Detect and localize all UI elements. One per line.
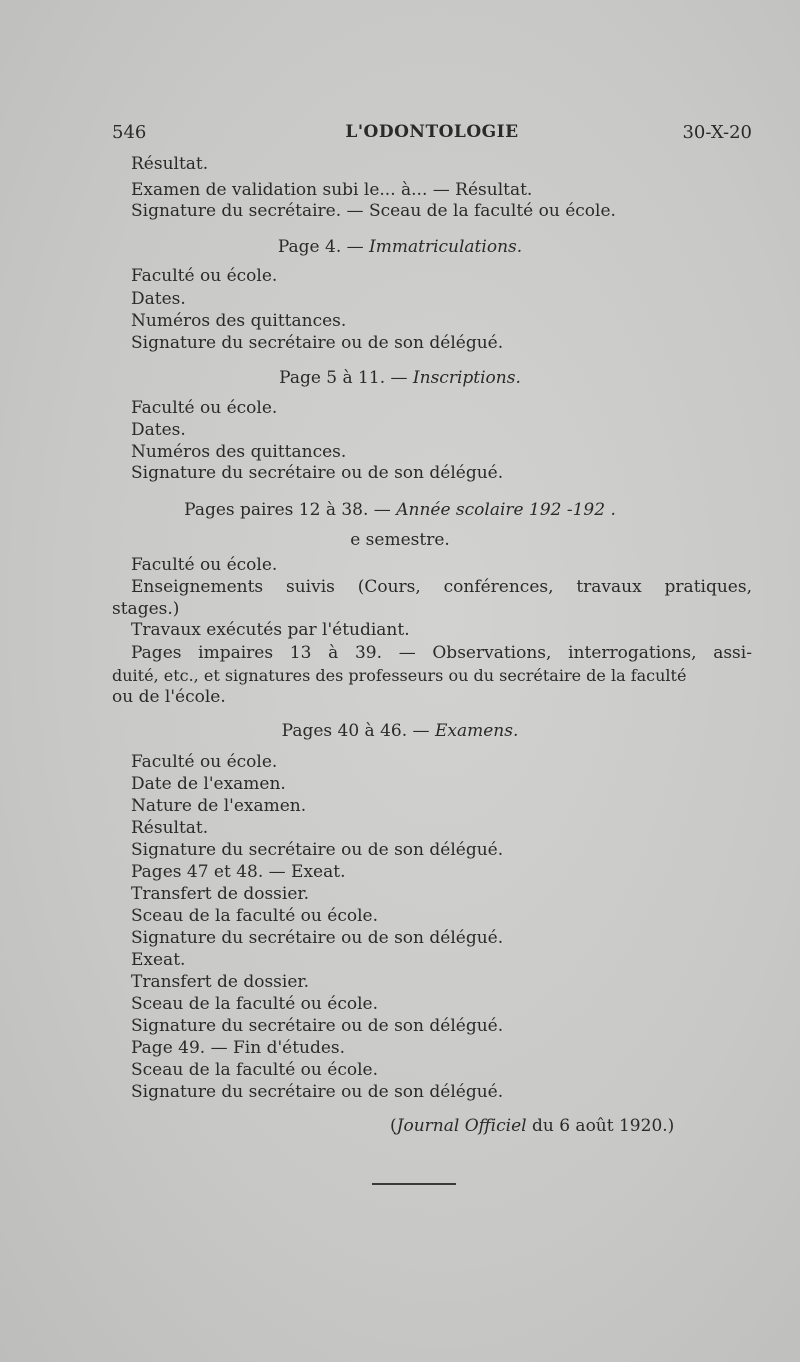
- text-line: Faculté ou école.: [131, 398, 278, 418]
- word: conférences,: [443, 577, 554, 597]
- section-heading: [0, 368, 800, 389]
- text-line: Page 49. — Fin d'études.: [131, 1038, 346, 1058]
- word: (Cours,: [357, 577, 421, 597]
- text-line: Signature du secrétaire ou de son délégué.: [131, 463, 504, 483]
- text-line: Signature du secrétaire ou de son délégué.: [131, 1016, 504, 1036]
- justified-line: [131, 643, 752, 664]
- text-line: Signature du secrétaire ou de son délégué.: [131, 333, 504, 353]
- text-line: Sceau de la faculté ou école.: [131, 906, 378, 926]
- section-heading-prefix: Pages paires 12 à 38. —: [184, 500, 397, 520]
- word: 13: [289, 643, 312, 663]
- section-subheading: e semestre.: [350, 530, 450, 550]
- citation-open: (: [390, 1116, 397, 1136]
- text-line: Résultat.: [131, 818, 209, 838]
- text-line: Faculté ou école.: [131, 555, 278, 575]
- text-line: Faculté ou école.: [131, 752, 278, 772]
- citation-title: Journal Officiel: [396, 1116, 527, 1136]
- text-line: Signature du secrétaire ou de son délégué.: [131, 840, 504, 860]
- text-line: Examen de validation subi le... à... — Résultat.: [131, 180, 533, 200]
- text-line: Transfert de dossier.: [131, 884, 310, 904]
- text-line: Signature du secrétaire. — Sceau de la faculté ou école.: [131, 201, 616, 221]
- issue-date: 30-X-20: [682, 122, 752, 143]
- section-heading-prefix: Page 4. —: [277, 237, 370, 257]
- word: assi-: [713, 643, 752, 663]
- section-heading-title: Immatriculations.: [369, 237, 523, 257]
- text-line: Pages 47 et 48. — Exeat.: [131, 862, 346, 882]
- text-line: Signature du secrétaire ou de son délégué.: [131, 928, 504, 948]
- text-line: Faculté ou école.: [131, 266, 278, 286]
- word: interrogations,: [568, 643, 697, 663]
- section-heading: [0, 500, 800, 521]
- word: impaires: [198, 643, 274, 663]
- text-line: Date de l'examen.: [131, 774, 286, 794]
- text-line: Dates.: [131, 420, 186, 440]
- text-line: duité, etc., et signatures des professeurs ou du secrétaire de la faculté: [112, 666, 687, 685]
- section-heading: [0, 721, 800, 742]
- text-line: Numéros des quittances.: [131, 311, 347, 331]
- section-heading-title: Inscriptions.: [412, 368, 521, 388]
- text-line: Travaux exécutés par l'étudiant.: [131, 620, 410, 640]
- text-line: Signature du secrétaire ou de son délégué.: [131, 1082, 504, 1102]
- text-line: stages.): [112, 599, 180, 619]
- section-heading-prefix: Pages 40 à 46. —: [281, 721, 435, 741]
- word: à: [328, 643, 339, 663]
- text-line: Sceau de la faculté ou école.: [131, 1060, 378, 1080]
- running-header: [112, 118, 752, 148]
- word: suivis: [286, 577, 335, 597]
- text-line: Exeat.: [131, 950, 186, 970]
- text-line: Dates.: [131, 289, 186, 309]
- justified-line: [131, 577, 752, 598]
- word: Pages: [131, 643, 182, 663]
- section-heading-title: Examens.: [434, 721, 519, 741]
- word: 39.: [354, 643, 382, 663]
- end-rule: [372, 1183, 456, 1185]
- word: pratiques,: [664, 577, 752, 597]
- text-line: Sceau de la faculté ou école.: [131, 994, 378, 1014]
- word: travaux: [576, 577, 642, 597]
- text-line: Transfert de dossier.: [131, 972, 310, 992]
- text-line: Nature de l'examen.: [131, 796, 307, 816]
- text-line: Résultat.: [131, 154, 209, 174]
- text-line: ou de l'école.: [112, 687, 226, 707]
- section-heading-prefix: Page 5 à 11. —: [279, 368, 413, 388]
- text-line: Numéros des quittances.: [131, 442, 347, 462]
- section-heading-title: Année scolaire 192 -192 .: [396, 500, 616, 520]
- citation-rest: du 6 août 1920.): [526, 1116, 675, 1136]
- word: Enseignements: [131, 577, 264, 597]
- word: —: [398, 643, 416, 663]
- journal-title: L'ODONTOLOGIE: [345, 122, 519, 142]
- word: Observations,: [432, 643, 552, 663]
- section-heading: [0, 237, 800, 258]
- source-citation: [390, 1116, 674, 1137]
- page-number: 546: [112, 122, 147, 143]
